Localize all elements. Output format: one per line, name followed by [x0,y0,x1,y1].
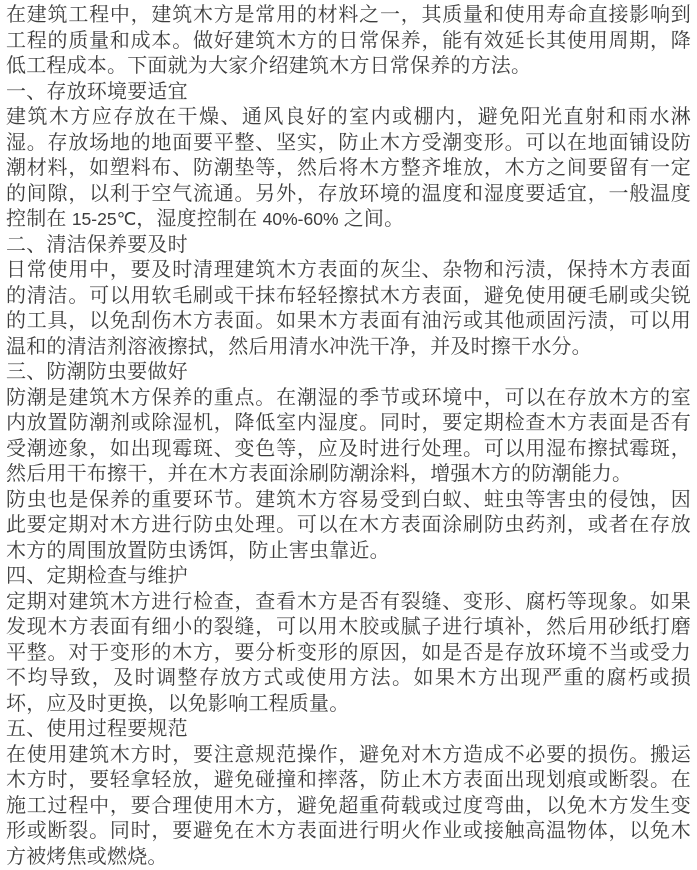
section-heading-cleaning: 二、清洁保养要及时 [6,233,691,259]
section-body-usage: 在使用建筑木方时，要注意规范操作，避免对木方造成不必要的损伤。搬运木方时，要轻拿轻放，避免碰撞和摔落，防止木方表面出现划痕或断裂。在施工过程中，要合理使用木方，避免超重荷载或过度弯曲，以免木方发生变形或断裂。同时，要避免在木方表面进行明火作业或接触高温物体，以免木方被烤焦或燃烧。 [6,743,691,870]
section-body-cleaning: 日常使用中，要及时清理建筑木方表面的灰尘、杂物和污渍，保持木方表面的清洁。可以用软毛刷或干抹布轻轻擦拭木方表面，避免使用硬毛刷或尖锐的工具，以免刮伤木方表面。如果木方表面有油污或其他顽固污渍，可以用温和的清洁剂溶液擦拭，然后用清水冲洗干净，并及时擦干水分。 [6,258,691,360]
section-body-storage [6,105,691,233]
section-heading-usage: 五、使用过程要规范 [6,717,691,743]
section-heading-inspection: 四、定期检查与维护 [6,564,691,590]
body-text: 建筑木方应存放在干燥、通风良好的室内或棚内，避免阳光直射和雨水淋湿。存放场地的地面要平整、坚实，防止木方受潮变形。可以在地面铺设防潮材料，如塑料布、防潮垫等，然后将木方整齐堆放，木方之间要留有一定的间隙，以利于空气流通。另外，存放环境的温度和湿度要适宜，一般温度控制在 [6,106,691,230]
humidity-range-value: 40%-60% [263,209,339,229]
intro-paragraph: 在建筑工程中，建筑木方是常用的材料之一，其质量和使用寿命直接影响到工程的质量和成本。做好建筑木方的日常保养，能有效延长其使用周期，降低工程成本。下面就为大家介绍建筑木方日常保养的方法。 [6,3,691,80]
section-heading-moisture-insect: 三、防潮防虫要做好 [6,360,691,386]
body-text: ，湿度控制在 [136,208,262,230]
section-body-moisture: 防潮是建筑木方保养的重点。在潮湿的季节或环境中，可以在存放木方的室内放置防潮剂或除湿机，降低室内湿度。同时，要定期检查木方表面是否有受潮迹象，如出现霉斑、变色等，应及时进行处理。可以用湿布擦拭霉斑，然后用干布擦干，并在木方表面涂刷防潮涂料，增强木方的防潮能力。 [6,386,691,488]
section-body-inspection: 定期对建筑木方进行检查，查看木方是否有裂缝、变形、腐朽等现象。如果发现木方表面有细小的裂缝，可以用木胶或腻子进行填补，然后用砂纸打磨平整。对于变形的木方，要分析变形的原因，如是否是存放环境不当或受力不均导致，及时调整存放方式或使用方法。如果木方出现严重的腐朽或损坏，应及时更换，以免影响工程质量。 [6,590,691,718]
section-heading-storage: 一、存放环境要适宜 [6,80,691,106]
temperature-range-value: 15-25℃ [72,209,136,229]
body-text: 之间。 [339,208,405,230]
section-body-insect: 防虫也是保养的重要环节。建筑木方容易受到白蚁、蛀虫等害虫的侵蚀，因此要定期对木方进行防虫处理。可以在木方表面涂刷防虫药剂，或者在存放木方的周围放置防虫诱饵，防止害虫靠近。 [6,488,691,565]
